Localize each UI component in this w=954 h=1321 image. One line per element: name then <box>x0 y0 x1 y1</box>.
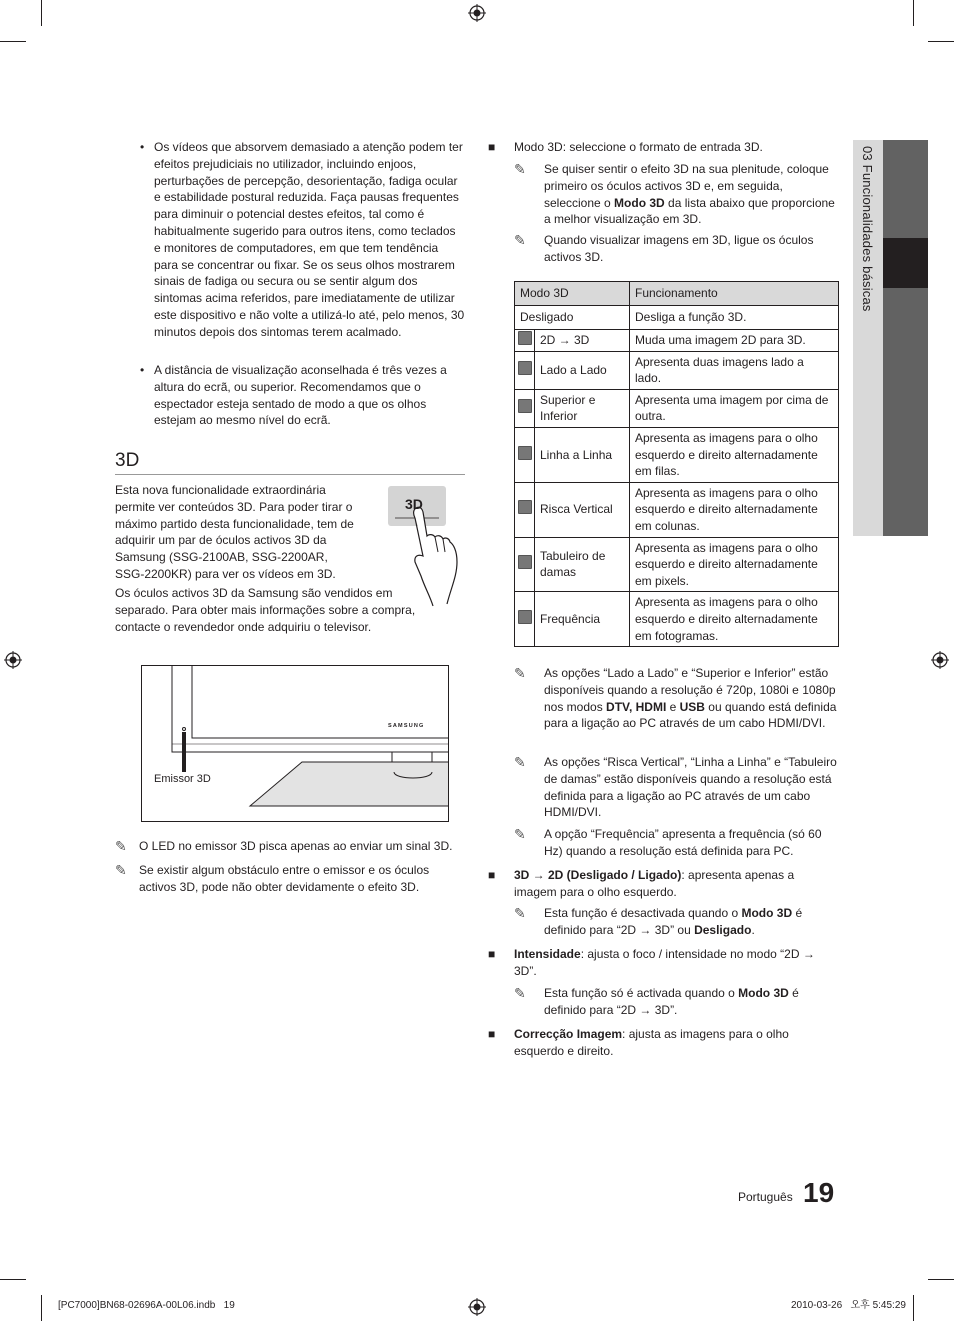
menu-item-image-correction <box>514 1026 814 1060</box>
note-pencil-icon: ✎ <box>514 826 526 842</box>
mode-name: Linha a Linha <box>535 427 630 482</box>
registration-mark-icon <box>468 1298 486 1316</box>
note-text: As opções “Lado a Lado” e “Superior e Inferior” estão disponíveis quando a resolução é 720p, 1080i e 1080p nos modos DTV, HDMI e USB ou quando está definida para a ligação ao PC através de um cabo HDMI/DVI. <box>544 666 837 731</box>
mode-description: Apresenta as imagens para o olho esquerdo e direito alternadamente em pixels. <box>630 537 839 592</box>
table-header: Modo 3D <box>515 282 630 306</box>
note-text: Esta função só é activada quando o Modo 3D é definido para “2D → 3D”. <box>544 986 799 1017</box>
mode-description: Apresenta duas imagens lado a lado. <box>630 351 839 389</box>
note-text: Esta função é desactivada quando o Modo 3D é definido para “2D → 3D” ou Desligado. <box>544 906 803 937</box>
chapter-tab-dark <box>883 140 928 536</box>
note <box>514 754 839 821</box>
term-desc: : ajusta o foco / intensidade no modo “2D → 3D”. <box>514 947 815 978</box>
mode-icon-cell <box>515 351 535 389</box>
footer-language: Português <box>738 1190 793 1204</box>
mode-icon-cell <box>515 537 535 592</box>
note-pencil-icon: ✎ <box>514 905 526 921</box>
mode-description: Muda uma imagem 2D para 3D. <box>630 330 839 352</box>
bullet-item <box>140 362 465 429</box>
note <box>514 232 839 266</box>
emitter-label: Emissor 3D <box>154 773 211 785</box>
note-text: Se existir algum obstáculo entre o emissor e os óculos activos 3D, pode não obter devidamente o efeito 3D. <box>139 863 430 894</box>
menu-item-intensity <box>514 946 839 980</box>
note-pencil-icon: ✎ <box>115 838 127 854</box>
term: Intensidade <box>514 947 581 961</box>
registration-mark-icon <box>931 651 949 669</box>
remote-3d-key-label: 3D <box>405 496 423 512</box>
section-title: 3D <box>115 450 140 471</box>
table-row <box>515 537 839 592</box>
table-row <box>515 306 839 330</box>
note <box>115 862 455 896</box>
mode-name: Risca Vertical <box>535 482 630 537</box>
crop-mark <box>913 0 914 26</box>
note-pencil-icon: ✎ <box>115 862 127 878</box>
note <box>514 665 839 732</box>
bullet-text: Os vídeos que absorvem demasiado a atenção podem ter efeitos prejudiciais no utilizador, incluindo enjoos, perturbações de percepção, desorientação, fadiga ocular e estabilidade postural reduzida. Faça pausas frequentes para diminuir o potencial destes efeitos, tal como é habitualmente sugerido para outros itens, como teclados e monitores de computadores, em que tem tendência para se concentrar ou fixar. Se os seus olhos mostrarem sinais de fadiga ou secura ou se sentir algum dos sintomas acima referidos, pare imediatamente de utilizar este dispositivo e não volte a utilizá-lo até, pelo menos, 30 minutos depois dos sintomas terem acalmado. <box>154 140 465 339</box>
mode-name: Desligado <box>515 306 630 330</box>
bullet-icon: • <box>140 363 145 377</box>
term: Modo 3D <box>514 140 563 154</box>
bullet-icon: • <box>140 140 145 154</box>
term: 3D → 2D (Desligado / Ligado) <box>514 868 682 882</box>
crop-mark <box>0 1279 26 1280</box>
remote-3d-key-illustration <box>385 484 467 608</box>
table-row <box>515 351 839 389</box>
table-header-row <box>515 282 839 306</box>
tv-emitter-illustration <box>141 665 449 822</box>
2d-to-3d-icon <box>518 331 532 345</box>
mode-icon-cell <box>515 427 535 482</box>
square-bullet-icon: ■ <box>488 947 496 961</box>
mode-3d-table <box>514 281 839 647</box>
table-row <box>515 592 839 647</box>
registration-mark-icon <box>4 651 22 669</box>
term-desc: : apresenta apenas a imagem para o olho esquerdo. <box>514 868 795 899</box>
note <box>514 905 839 939</box>
vertical-stripe-icon <box>518 500 532 514</box>
page-number: 19 <box>803 1177 835 1208</box>
note-text: As opções “Risca Vertical”, “Linha a Linha” e “Tabuleiro de damas” estão disponíveis quando a resolução está definida para a ligação ao PC através de um cabo HDMI/DVI. <box>544 755 837 820</box>
note <box>514 985 839 1019</box>
crop-mark <box>913 1295 914 1321</box>
registration-mark-icon <box>468 4 486 22</box>
print-timestamp: 2010-03-26 오후 5:45:29 <box>791 1300 906 1311</box>
crop-mark <box>41 0 42 26</box>
checker-board-icon <box>518 555 532 569</box>
crop-mark <box>928 1279 954 1280</box>
mode-icon-cell <box>515 330 535 352</box>
mode-name: Superior e Inferior <box>535 389 630 427</box>
term-desc: : ajusta as imagens para o olho esquerdo e direito. <box>514 1027 789 1058</box>
crop-mark <box>928 41 954 42</box>
menu-item-mode3d <box>514 139 839 156</box>
bullet-text: A distância de visualização aconselhada é três vezes a altura do ecrã, ou superior. Recomendamos que o espectador esteja sentado de modo a que os olhos estejam ao mesmo nível do ecrã. <box>154 363 447 428</box>
note-text: Quando visualizar imagens em 3D, ligue os óculos activos 3D. <box>544 233 814 264</box>
note-pencil-icon: ✎ <box>514 161 526 177</box>
intro-paragraph-2: Os óculos activos 3D da Samsung são vendidos em separado. Para obter mais informações sobre a compra, contacte o revendedor onde adquiriu o televisor. <box>115 586 416 634</box>
crop-mark <box>0 41 26 42</box>
table-row <box>515 389 839 427</box>
note-pencil-icon: ✎ <box>514 754 526 770</box>
term: Correcção Imagem <box>514 1027 623 1041</box>
square-bullet-icon: ■ <box>488 140 496 154</box>
note-text: O LED no emissor 3D pisca apenas ao enviar um sinal 3D. <box>139 839 453 853</box>
table-row <box>515 330 839 352</box>
mode-description: Apresenta as imagens para o olho esquerdo e direito alternadamente em fotogramas. <box>630 592 839 647</box>
note <box>514 826 839 860</box>
line-by-line-icon <box>518 446 532 460</box>
section-divider <box>115 474 465 475</box>
note-pencil-icon: ✎ <box>514 985 526 1001</box>
mode-name: Tabuleiro de damas <box>535 537 630 592</box>
note <box>115 838 465 855</box>
note-text: Se quiser sentir o efeito 3D na sua plenitude, coloque primeiro os óculos activos 3D e, em seguida, seleccione o Modo 3D da lista abaixo que proporcione a melhor visualização em 3D. <box>544 162 835 227</box>
intro-paragraph: Esta nova funcionalidade extraordinária permite ver conteúdos 3D. Para poder tirar o máximo partido desta funcionalidade, tem de adquirir um par de óculos activos 3D da Samsung (SSG-2100AB, SSG-2200AR, SSG-2200KR) para ver os vídeos em 3D. <box>115 483 354 581</box>
tv-brand-logo: SAMSUNG <box>388 723 425 729</box>
term-desc: : seleccione o formato de entrada 3D. <box>562 140 763 154</box>
mode-icon-cell <box>515 592 535 647</box>
mode-name: Lado a Lado <box>535 351 630 389</box>
frequency-icon <box>518 610 532 624</box>
chapter-tab-marker <box>883 238 928 288</box>
file-info: [PC7000]BN68-02696A-00L06.indb 19 <box>58 1300 235 1311</box>
mode-description: Desliga a função 3D. <box>630 306 839 330</box>
note-pencil-icon: ✎ <box>514 232 526 248</box>
mode-name: Frequência <box>535 592 630 647</box>
top-bottom-icon <box>518 399 532 413</box>
mode-name: 2D → 3D <box>535 330 630 352</box>
table-header: Funcionamento <box>630 282 839 306</box>
table-row <box>515 427 839 482</box>
side-by-side-icon <box>518 361 532 375</box>
mode-description: Apresenta uma imagem por cima de outra. <box>630 389 839 427</box>
note <box>514 161 839 228</box>
mode-icon-cell <box>515 389 535 427</box>
bullet-item <box>140 139 465 341</box>
crop-mark <box>41 1295 42 1321</box>
table-row <box>515 482 839 537</box>
note-text: A opção “Frequência” apresenta a frequência (só 60 Hz) quando a resolução está definida para PC. <box>544 827 822 858</box>
chapter-title: 03 Funcionalidades básicas <box>859 146 875 312</box>
square-bullet-icon: ■ <box>488 1027 496 1041</box>
mode-description: Apresenta as imagens para o olho esquerdo e direito alternadamente em filas. <box>630 427 839 482</box>
mode-icon-cell <box>515 482 535 537</box>
mode-description: Apresenta as imagens para o olho esquerdo e direito alternadamente em colunas. <box>630 482 839 537</box>
square-bullet-icon: ■ <box>488 868 496 882</box>
note-pencil-icon: ✎ <box>514 665 526 681</box>
tv-drawing <box>142 666 449 822</box>
menu-item-3d-to-2d <box>514 867 819 901</box>
